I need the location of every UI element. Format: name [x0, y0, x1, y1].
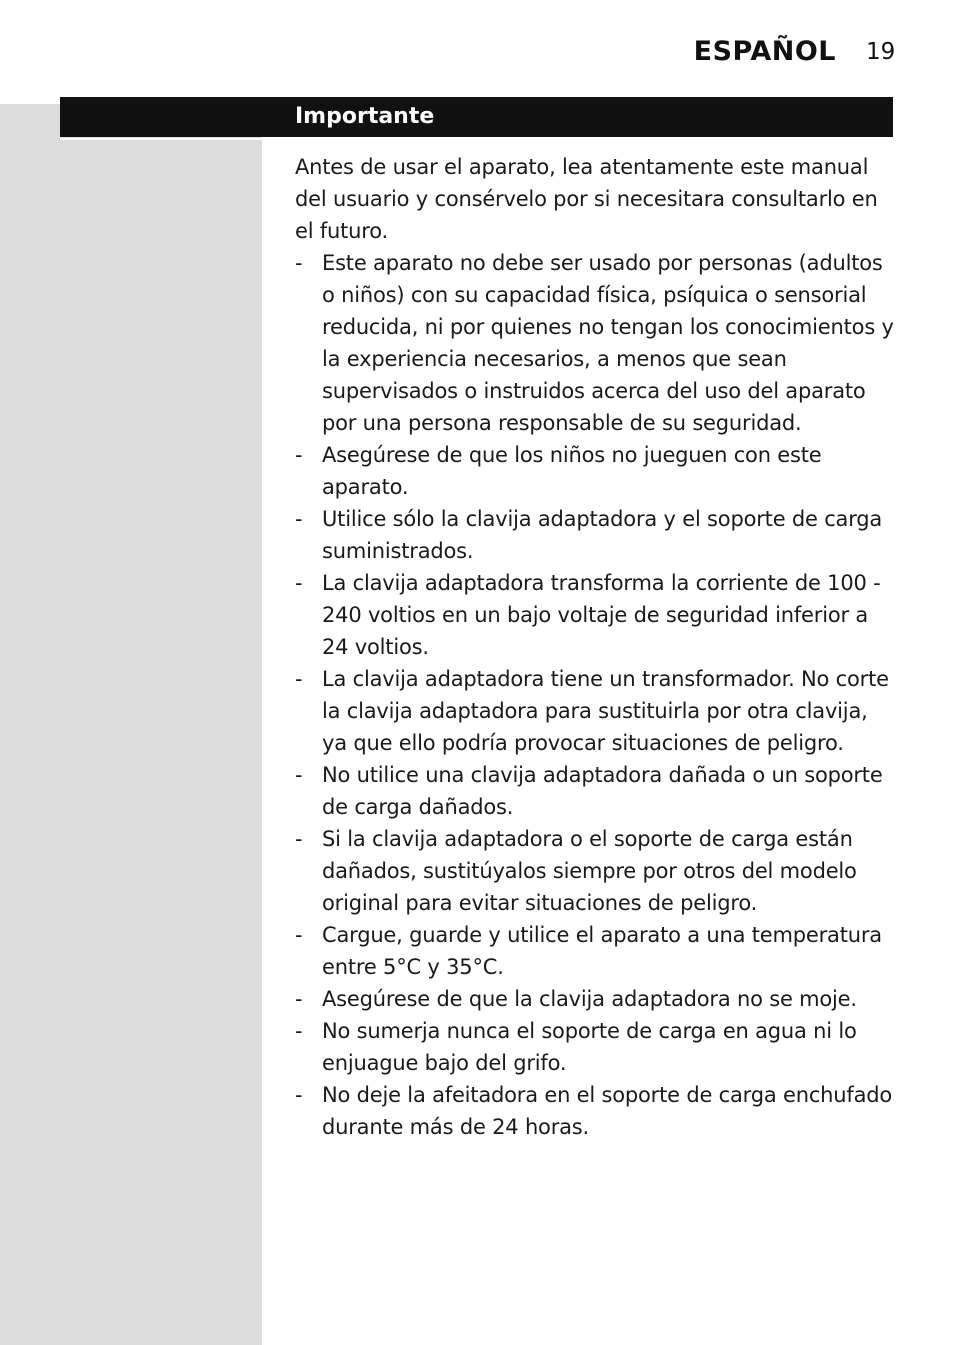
- list-item: [295, 503, 898, 567]
- bullet-marker: -: [295, 251, 303, 275]
- language-heading: ESPAÑOL: [693, 36, 836, 67]
- bullet-marker: -: [295, 987, 303, 1011]
- bullet-marker: -: [295, 923, 303, 947]
- bullet-marker: -: [295, 1083, 303, 1107]
- section-title-bar: [60, 97, 893, 137]
- intro-paragraph: Antes de usar el aparato, lea atentamente este manual del usuario y consérvelo por si necesitara consultarlo en el futuro.: [295, 155, 878, 243]
- list-item-text: Asegúrese de que los niños no jueguen con este aparato.: [322, 443, 822, 499]
- bullet-marker: -: [295, 827, 303, 851]
- list-item-text: No utilice una clavija adaptadora dañada o un soporte de carga dañados.: [322, 763, 883, 819]
- list-item: [295, 823, 898, 919]
- bullet-marker: -: [295, 571, 303, 595]
- list-item: [295, 1015, 898, 1079]
- list-item-text: Cargue, guarde y utilice el aparato a una temperatura entre 5°C y 35°C.: [322, 923, 882, 979]
- bullet-marker: -: [295, 763, 303, 787]
- list-item: [295, 1079, 898, 1143]
- section-body: [295, 151, 898, 1143]
- page-number: 19: [866, 39, 896, 65]
- left-margin-column: [0, 104, 262, 1345]
- warning-list: [295, 247, 898, 1143]
- list-item: [295, 247, 898, 439]
- list-item-text: Si la clavija adaptadora o el soporte de carga están dañados, sustitúyalos siempre por otros del modelo original para evitar situaciones de peligro.: [322, 827, 857, 915]
- bullet-marker: -: [295, 1019, 303, 1043]
- list-item: [295, 919, 898, 983]
- list-item: [295, 663, 898, 759]
- section-title: Importante: [295, 104, 435, 129]
- bullet-marker: -: [295, 507, 303, 531]
- bullet-marker: -: [295, 667, 303, 691]
- list-item: [295, 759, 898, 823]
- list-item-text: Asegúrese de que la clavija adaptadora no se moje.: [322, 987, 857, 1011]
- list-item-text: La clavija adaptadora tiene un transformador. No corte la clavija adaptadora para sustituirla por otra clavija, ya que ello podría provocar situaciones de peligro.: [322, 667, 889, 755]
- list-item-text: No sumerja nunca el soporte de carga en agua ni lo enjuague bajo del grifo.: [322, 1019, 857, 1075]
- list-item-text: Utilice sólo la clavija adaptadora y el soporte de carga suministrados.: [322, 507, 883, 563]
- title-bar-divider: [60, 138, 893, 140]
- list-item: [295, 567, 898, 663]
- list-item-text: No deje la afeitadora en el soporte de carga enchufado durante más de 24 horas.: [322, 1083, 893, 1139]
- bullet-marker: -: [295, 443, 303, 467]
- list-item: [295, 983, 898, 1015]
- list-item-text: La clavija adaptadora transforma la corriente de 100 - 240 voltios en un bajo voltaje de seguridad inferior a 24 voltios.: [322, 571, 881, 659]
- list-item-text: Este aparato no debe ser usado por personas (adultos o niños) con su capacidad física, psíquica o sensorial reducida, ni por quienes no tengan los conocimientos y la experiencia necesarios, a menos que sean supervisados o instruidos acerca del uso del aparato por una persona responsable de su seguridad.: [322, 251, 894, 435]
- list-item: [295, 439, 898, 503]
